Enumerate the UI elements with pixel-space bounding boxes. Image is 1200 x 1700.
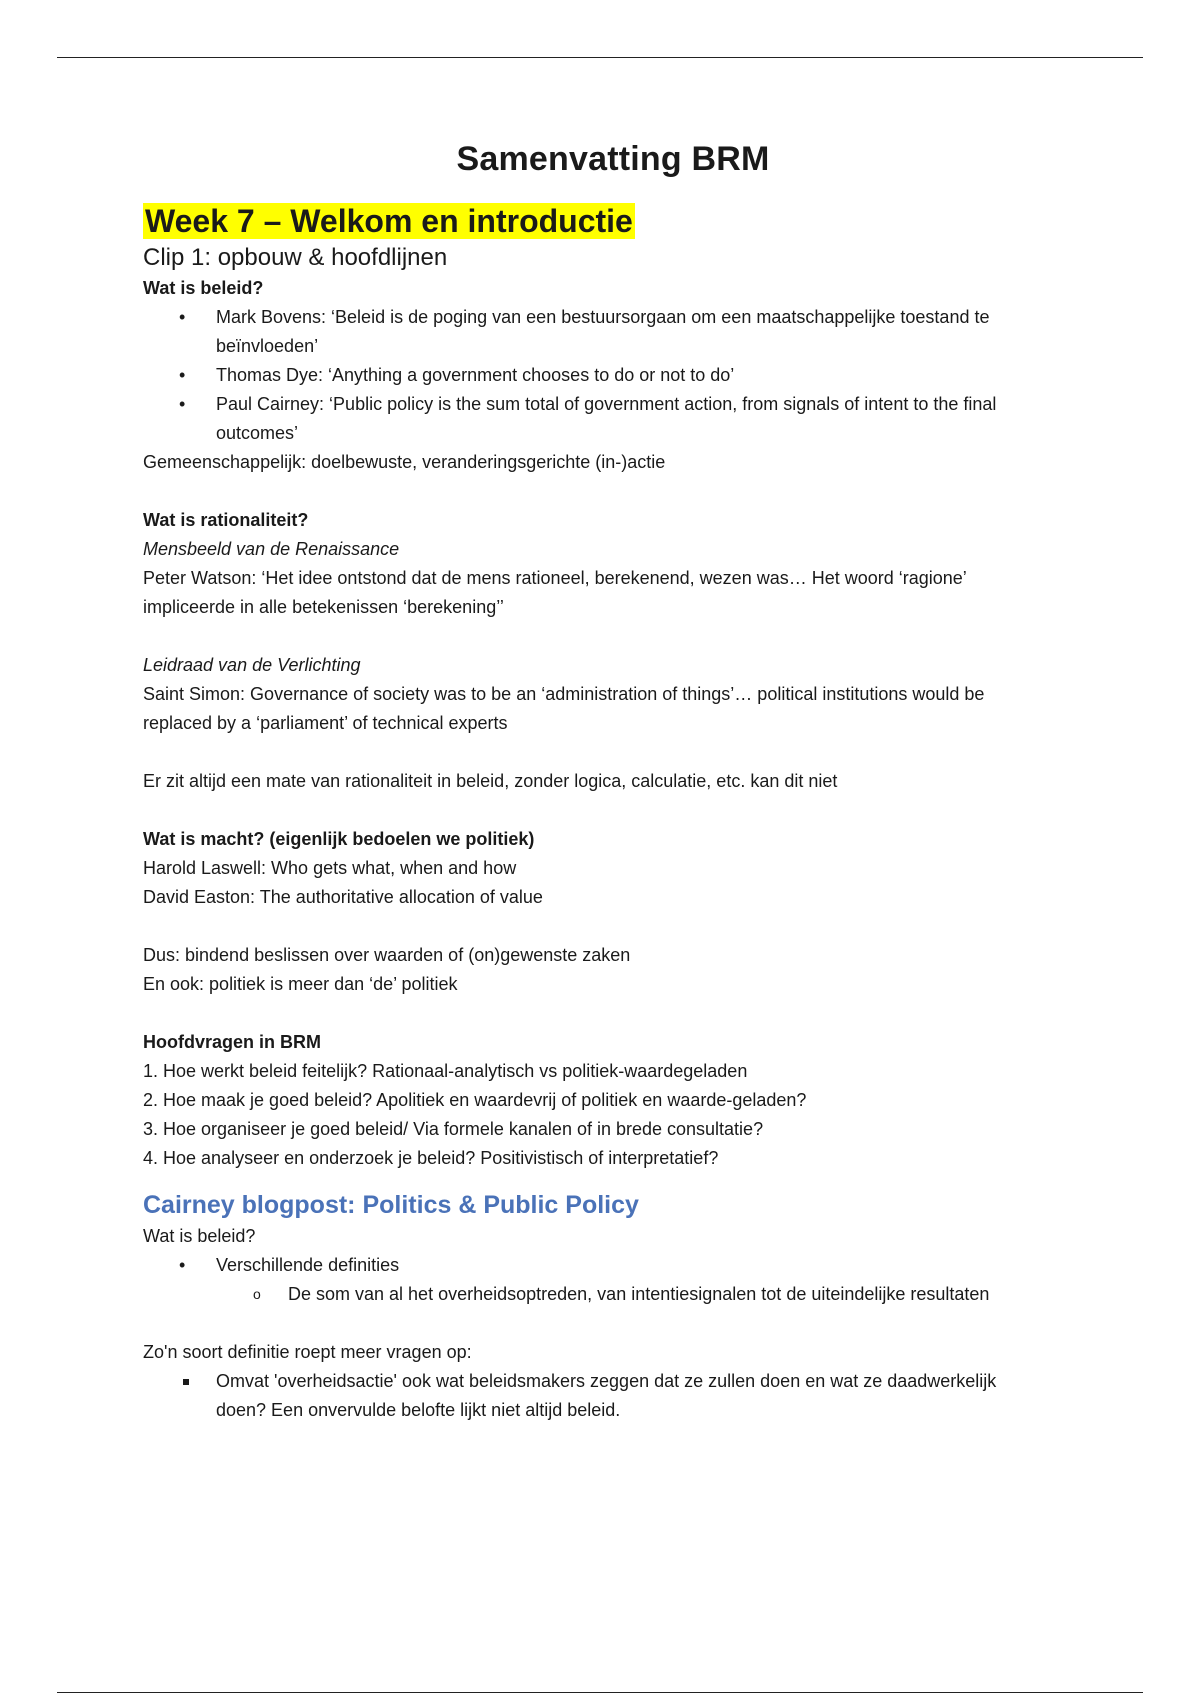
square-bullet-icon: [183, 1379, 189, 1385]
list-item-text: De som van al het overheidsoptreden, van intentiesignalen tot de uiteindelijke resultaten: [288, 1284, 990, 1304]
clip-heading: Clip 1: opbouw & hoofdlijnen: [143, 244, 448, 271]
hoofdvraag-item: 3. Hoe organiseer je goed beleid/ Via formele kanalen of in brede consultatie?: [143, 1119, 764, 1139]
beleid-definitions-list: [143, 303, 1043, 448]
hoofdvraag-item: 1. Hoe werkt beleid feitelijk? Rationaal-analytisch vs politiek-waardegeladen: [143, 1061, 748, 1081]
watson-quote: Peter Watson: ‘Het idee ontstond dat de mens rationeel, berekenend, wezen was… Het woord ‘ragione’ impliceerde in alle betekenissen ‘berekening’’: [143, 568, 967, 617]
cairney-question: Wat is beleid?: [143, 1226, 256, 1246]
document-page: [143, 140, 1043, 1425]
hoofdvraag-item: 4. Hoe analyseer en onderzoek je beleid? Positivistisch of interpretatief?: [143, 1148, 719, 1168]
cairney-heading: Cairney blogpost: Politics & Public Policy: [143, 1191, 639, 1219]
easton-quote: David Easton: The authoritative allocation of value: [143, 887, 543, 907]
list-item: [143, 1367, 1043, 1425]
renaissance-label: Mensbeeld van de Renaissance: [143, 539, 400, 559]
list-item: [143, 390, 1043, 448]
beleid-heading: Wat is beleid?: [143, 278, 264, 298]
week-heading: [143, 203, 1043, 240]
document-title: Samenvatting BRM: [456, 140, 770, 178]
bullet-icon: •: [179, 307, 186, 327]
list-item: [143, 361, 1043, 390]
verlichting-label: Leidraad van de Verlichting: [143, 655, 361, 675]
bottom-rule: [57, 1692, 1143, 1693]
macht-ook: En ook: politiek is meer dan ‘de’ politiek: [143, 974, 458, 994]
simon-quote: Saint Simon: Governance of society was to be an ‘administration of things’… political institutions would be replaced by a ‘parliament’ of technical experts: [143, 684, 985, 733]
cairney-square-list: [143, 1367, 1043, 1425]
top-rule: [57, 57, 1143, 58]
rationaliteit-heading: Wat is rationaliteit?: [143, 510, 309, 530]
macht-dus: Dus: bindend beslissen over waarden of (on)gewenste zaken: [143, 945, 631, 965]
bullet-icon: •: [179, 365, 186, 385]
week-heading-highlight: Week 7 – Welkom en introductie: [145, 203, 633, 239]
cairney-list: [143, 1251, 1043, 1309]
list-item-text: Mark Bovens: ‘Beleid is de poging van een bestuursorgaan om een maatschappelijke toestand te beïnvloeden’: [216, 307, 990, 356]
list-item-text: Omvat 'overheidsactie' ook wat beleidsmakers zeggen dat ze zullen doen en wat ze daadwerkelijk doen? Een onvervulde belofte lijkt niet altijd beleid.: [216, 1371, 997, 1420]
hoofdvragen-heading: Hoofdvragen in BRM: [143, 1032, 321, 1052]
bullet-icon: •: [179, 1255, 186, 1275]
macht-heading: Wat is macht? (eigenlijk bedoelen we politiek): [143, 829, 535, 849]
cairney-intro: Zo'n soort definitie roept meer vragen op:: [143, 1342, 472, 1362]
list-item: [143, 303, 1043, 361]
list-item-text: Verschillende definities: [216, 1255, 400, 1275]
beleid-common: Gemeenschappelijk: doelbewuste, veranderingsgerichte (in-)actie: [143, 452, 666, 472]
rationaliteit-conclusion: Er zit altijd een mate van rationaliteit in beleid, zonder logica, calculatie, etc. kan dit niet: [143, 771, 838, 791]
circle-bullet-icon: o: [253, 1286, 261, 1302]
list-item-text: Thomas Dye: ‘Anything a government chooses to do or not to do’: [216, 365, 735, 385]
laswell-quote: Harold Laswell: Who gets what, when and how: [143, 858, 517, 878]
list-item: [143, 1251, 1043, 1280]
list-item-text: Paul Cairney: ‘Public policy is the sum total of government action, from signals of intent to the final outcomes’: [216, 394, 997, 443]
bullet-icon: •: [179, 394, 186, 414]
list-item: [143, 1280, 1043, 1309]
hoofdvraag-item: 2. Hoe maak je goed beleid? Apolitiek en waardevrij of politiek en waarde-geladen?: [143, 1090, 807, 1110]
